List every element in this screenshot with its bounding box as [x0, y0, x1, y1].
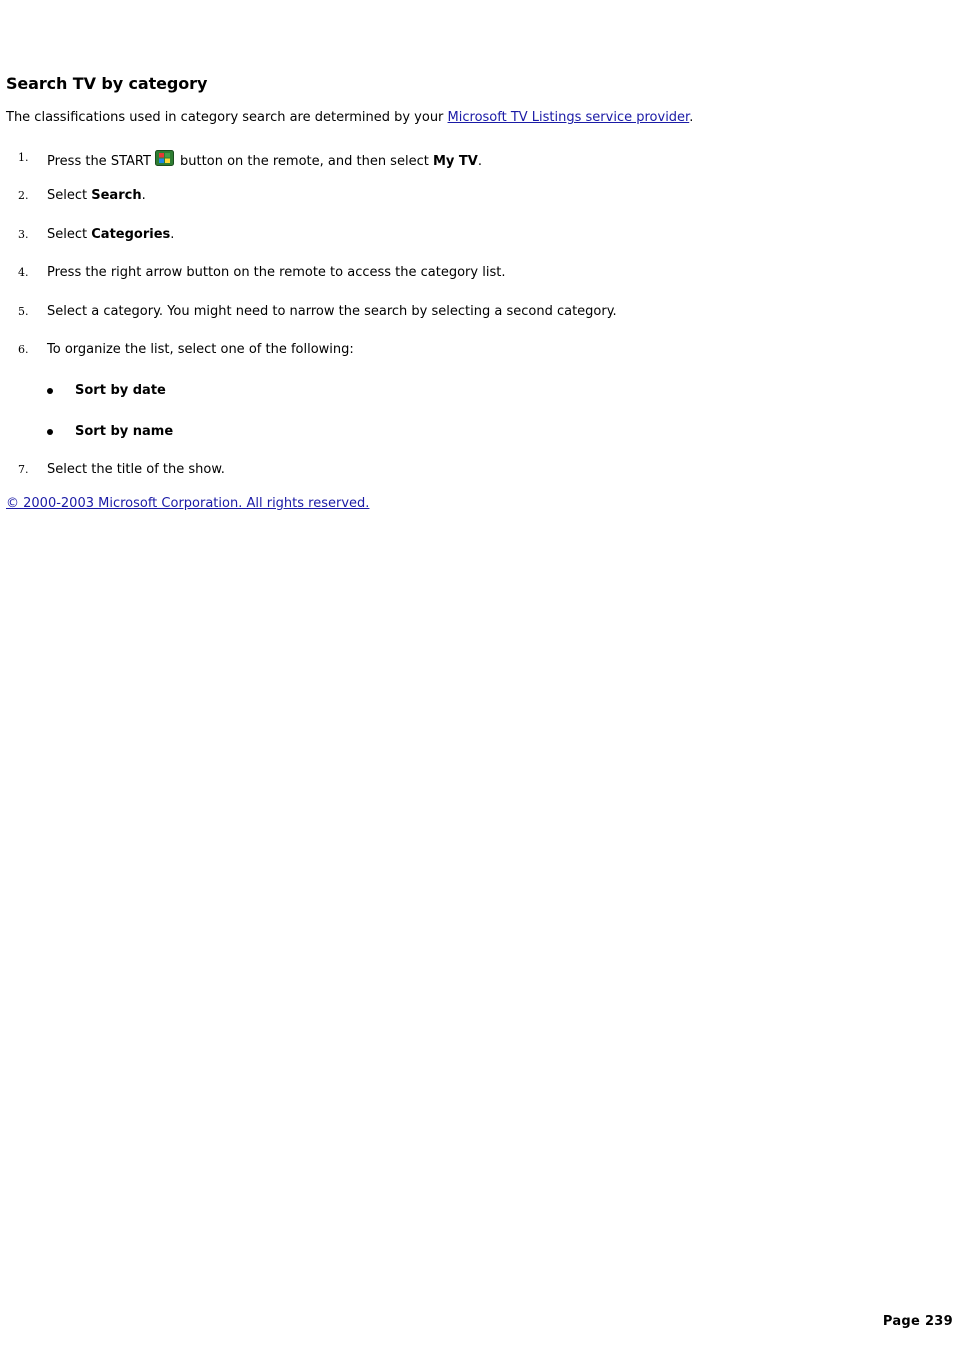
- step-number: 4.: [18, 266, 29, 279]
- my-tv-label: My TV: [432, 154, 478, 169]
- step-text: Select the title of the show.: [47, 462, 225, 477]
- bullet-icon: [47, 388, 53, 394]
- step-number: 2.: [18, 189, 29, 202]
- copyright-link[interactable]: © 2000-2003 Microsoft Corporation. All rights reserved.: [6, 496, 370, 511]
- search-label: Search: [91, 188, 142, 203]
- intro-paragraph: [6, 110, 693, 125]
- step-number: 5.: [18, 305, 29, 318]
- step-text: Press the right arrow button on the remote to access the category list.: [47, 265, 506, 280]
- option-label: Sort by name: [75, 424, 174, 439]
- page-number: Page 239: [882, 1314, 953, 1329]
- step-text: To organize the list, select one of the following:: [47, 342, 354, 357]
- step-text: Select Search.: [47, 188, 146, 203]
- step-text: Press the START button on the remote, and then select My TV.: [47, 150, 482, 169]
- bullet-icon: [47, 429, 53, 435]
- step-number: 3.: [18, 228, 29, 241]
- windows-start-icon: [155, 150, 174, 166]
- page-title: Search TV by category: [6, 74, 208, 93]
- step-text: Select Categories.: [47, 227, 175, 242]
- step-text: Select a category. You might need to narrow the search by selecting a second category.: [47, 304, 617, 319]
- intro-text: The classifications used in category search are determined by your: [6, 110, 448, 125]
- step-number: 7.: [18, 463, 29, 476]
- step-number: 6.: [18, 343, 29, 356]
- option-label: Sort by date: [75, 383, 166, 398]
- categories-label: Categories: [91, 227, 171, 242]
- intro-end: .: [689, 110, 694, 125]
- tv-listings-provider-link[interactable]: Microsoft TV Listings service provider: [447, 110, 690, 125]
- step-number: 1.: [18, 151, 29, 164]
